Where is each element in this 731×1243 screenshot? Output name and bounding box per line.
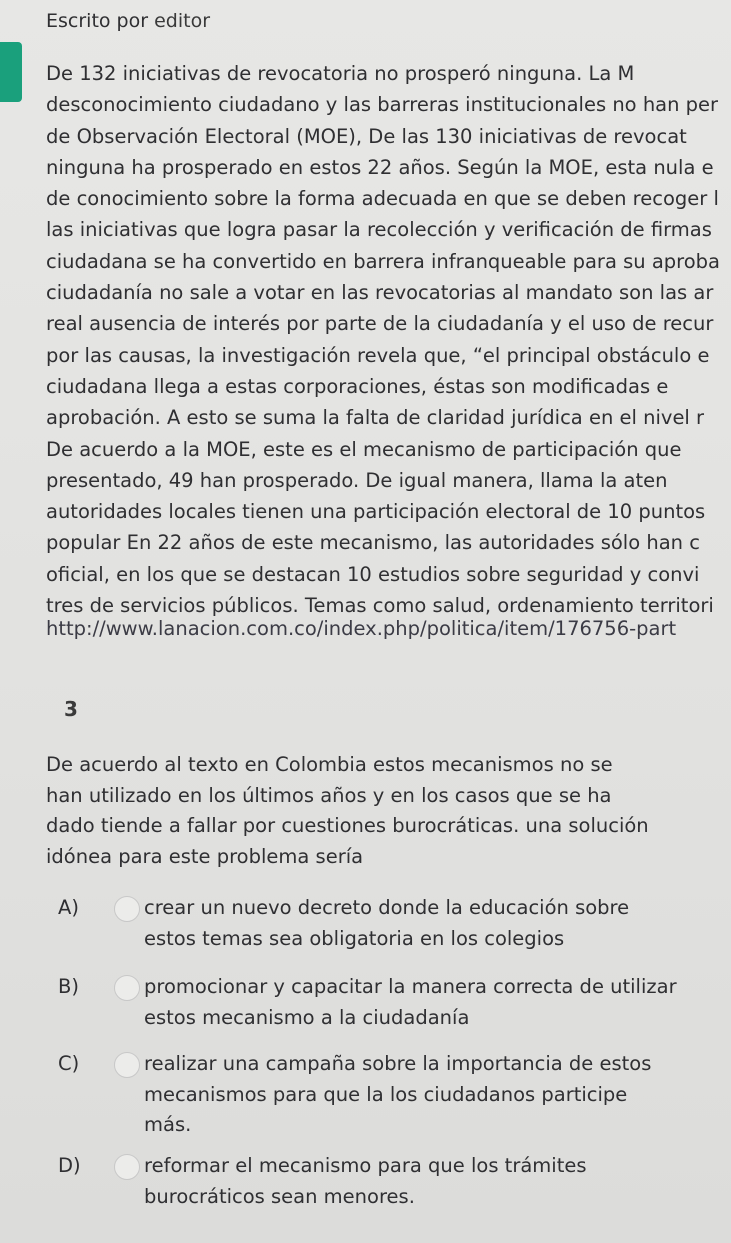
article-line: tres de servicios públicos. Temas como salud, ordenamiento territori [46, 594, 714, 618]
article-line: presentado, 49 han prosperado. De igual manera, llama la aten [46, 468, 668, 492]
article-line: de conocimiento sobre la forma adecuada en que se deben recoger l [46, 187, 719, 211]
source-link[interactable]: http://www.lanacion.com.co/index.php/politica/item/176756-part [46, 617, 677, 640]
option-line: realizar una campaña sobre la importancia de estos [144, 1052, 652, 1075]
article-line: de Observación Electoral (MOE), De las 130 iniciativas de revocat [46, 124, 687, 148]
article-line: ciudadana se ha convertido en barrera infranqueable para su aproba [46, 249, 720, 273]
article-line: popular En 22 años de este mecanismo, las autoridades sólo han c [46, 531, 700, 555]
option-letter: D) [58, 1154, 81, 1177]
article-line: ninguna ha prosperado en estos 22 años. Según la MOE, esta nula e [46, 155, 714, 179]
article-line: aprobación. A esto se suma la falta de claridad jurídica en el nivel r [46, 406, 705, 430]
option-b-radio[interactable] [114, 975, 140, 1001]
question-line: De acuerdo al texto en Colombia estos mecanismos no se [46, 753, 613, 776]
article-line: autoridades locales tienen una participación electoral de 10 puntos [46, 500, 706, 524]
question-line: han utilizado en los últimos años y en los casos que se ha [46, 783, 612, 807]
question-line: dado tiende a fallar por cuestiones burocráticas. una solución [46, 814, 649, 837]
article-line: desconocimiento ciudadano y las barreras institucionales no han per [46, 93, 719, 117]
option-line: crear un nuevo decreto donde la educación sobre [144, 896, 630, 919]
option-line: burocráticos sean menores. [144, 1184, 415, 1208]
article-line: por las causas, la investigación revela que, “el principal obstáculo e [46, 343, 710, 367]
option-line: más. [144, 1113, 192, 1136]
article-line: real ausencia de interés por parte de la ciudadanía y el uso de recur [46, 312, 714, 336]
article-line: oficial, en los que se destacan 10 estudios sobre seguridad y convi [46, 562, 700, 586]
question-number: 3 [64, 697, 78, 721]
option-line: estos temas sea obligatoria en los colegios [144, 926, 565, 950]
option-d-radio[interactable] [114, 1154, 140, 1180]
byline [46, 10, 210, 32]
article-line: De acuerdo a la MOE, este es el mecanismo de participación que [46, 437, 682, 461]
option-letter: B) [58, 975, 79, 998]
option-line: promocionar y capacitar la manera correcta de utilizar [144, 975, 677, 998]
option-text [144, 1151, 587, 1212]
question-prompt [46, 750, 686, 872]
option-text [144, 1049, 651, 1141]
article-text [46, 58, 731, 621]
article-line: las iniciativas que logra pasar la recolección y verificación de firmas [46, 218, 712, 242]
option-text [144, 893, 629, 954]
question-line: idónea para este problema sería [46, 844, 364, 868]
option-letter: C) [58, 1052, 80, 1075]
byline-label: Escrito por [46, 10, 149, 32]
option-letter: A) [58, 896, 79, 919]
option-line: reformar el mecanismo para que los trámites [144, 1154, 587, 1177]
option-line: mecanismos para que la los ciudadanos participe [144, 1082, 628, 1106]
article-line: ciudadana llega a estas corporaciones, éstas son modificadas e [46, 374, 669, 398]
option-text [144, 972, 677, 1033]
byline-author: editor [154, 10, 211, 32]
article-line: De 132 iniciativas de revocatoria no prosperó ninguna. La M [46, 62, 635, 85]
option-c-radio[interactable] [114, 1052, 140, 1078]
article-line: ciudadanía no sale a votar en las revocatorias al mandato son las ar [46, 281, 714, 305]
option-line: estos mecanismo a la ciudadanía [144, 1005, 470, 1029]
side-tab [0, 42, 22, 102]
option-a-radio[interactable] [114, 896, 140, 922]
